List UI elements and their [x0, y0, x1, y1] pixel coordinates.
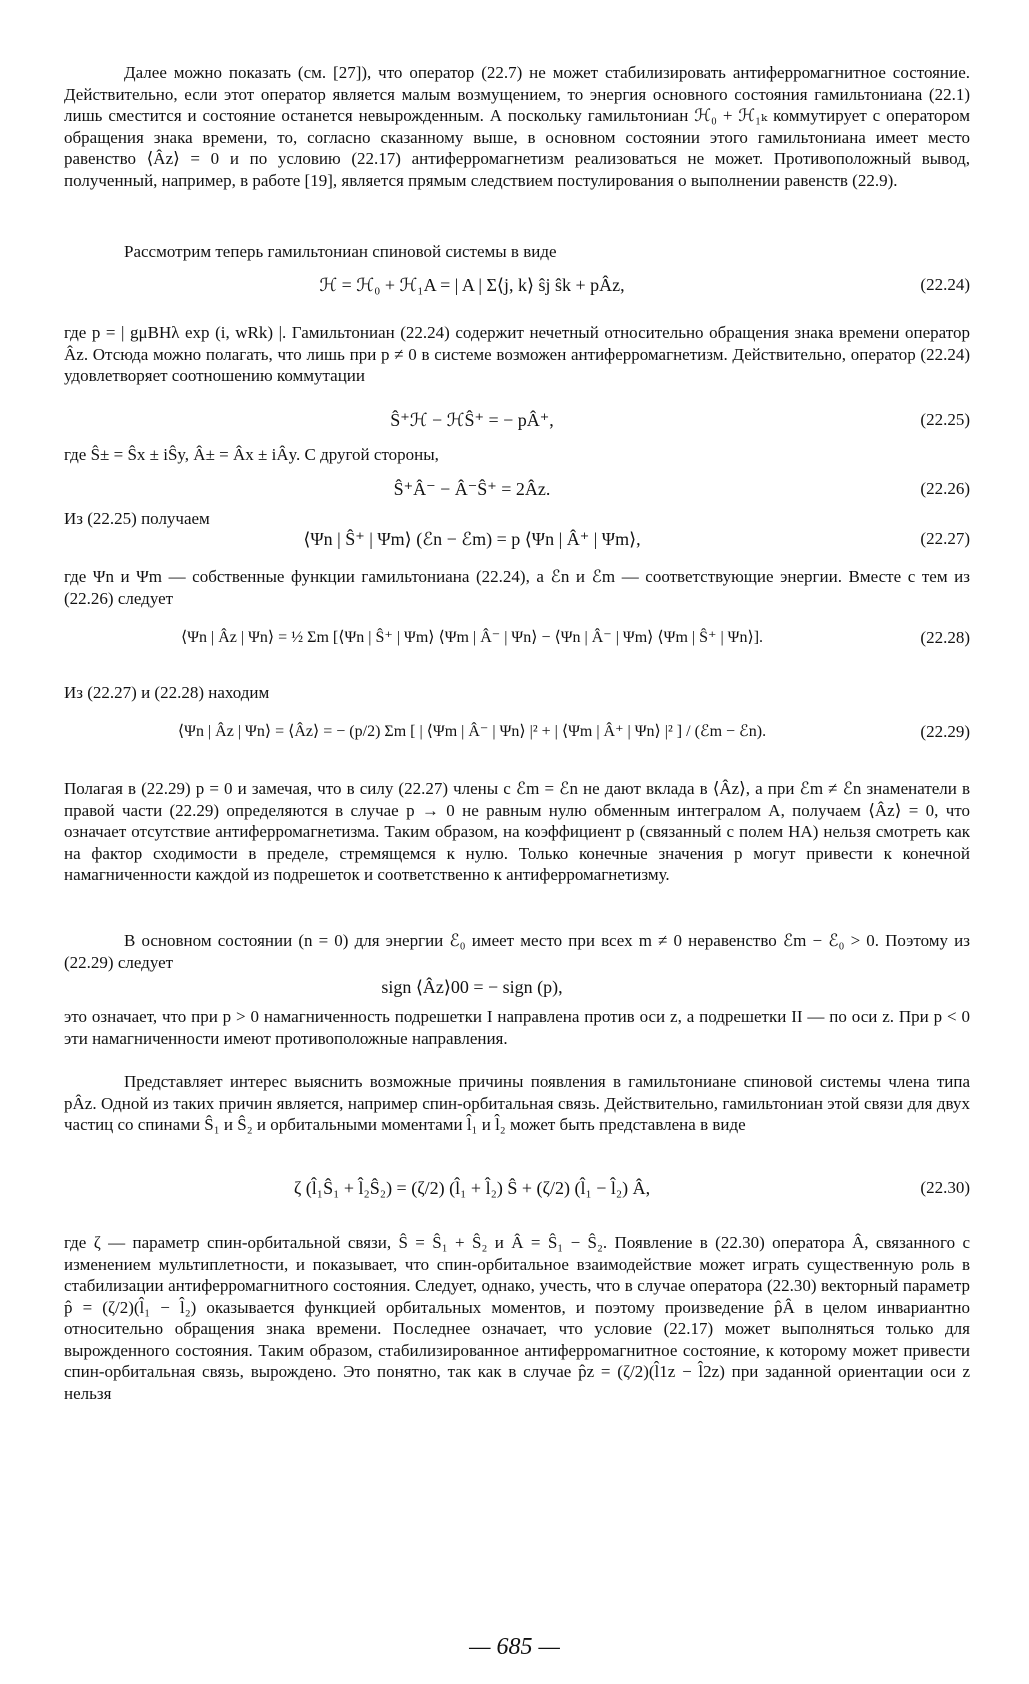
- equation-number: (22.25): [920, 410, 970, 429]
- paragraph-12: [64, 1232, 970, 1404]
- equation-22-24: [64, 270, 970, 300]
- equation-22-29: [64, 712, 970, 764]
- equation-number: (22.28): [920, 628, 970, 647]
- paragraph-4: [64, 444, 970, 466]
- paragraph-text: В основном состоянии (n = 0) для энергии ℰ₀ имеет место при всех m ≠ 0 неравенство ℰm − ℰ₀ > 0. Поэтому из (22.29) следует: [64, 931, 970, 972]
- paragraph-8: [64, 778, 970, 886]
- paragraph-text: Представляет интерес выяснить возможные причины появления в гамильтониане спиновой системы члена типа pÂz. Одной из таких причин является, например спин-орбитальная связь. Действительно, гамильтониан этой связи для двух частиц со спинами Ŝ₁ и Ŝ₂ и орбитальными моментами l̂₁ и l̂₂ может быть представлена в виде: [64, 1072, 970, 1134]
- paragraph-text: Рассмотрим теперь гамильтониан спиновой системы в виде: [124, 242, 557, 261]
- paragraph-6: [64, 566, 970, 609]
- page-number: — 685 —: [469, 1634, 560, 1660]
- equation-body: ⟨Ψn | Ŝ⁺ | Ψm⟩ (ℰn − ℰm) = p ⟨Ψn | Â⁺ | Ψm⟩,: [303, 529, 641, 549]
- equation-body: ⟨Ψn | Âz | Ψn⟩ = ½ Σm [⟨Ψn | Ŝ⁺ | Ψm⟩ ⟨Ψm | Â⁻ | Ψn⟩ − ⟨Ψn | Â⁻ | Ψm⟩ ⟨Ψm | Ŝ⁺ | Ψn⟩].: [180, 629, 764, 646]
- equation-sign: [64, 972, 970, 1002]
- equation-number: (22.30): [920, 1178, 970, 1197]
- paragraph-2: [64, 241, 970, 263]
- equation-body: ℋ = ℋ₀ + ℋ₁A = | A | Σ⟨j, k⟩ ŝj ŝk + pÂz,: [319, 275, 625, 295]
- equation-22-28: [64, 618, 970, 670]
- paragraph-3: [64, 322, 970, 387]
- paragraph-9: [64, 930, 970, 973]
- equation-number: (22.29): [920, 722, 970, 741]
- paragraph-text: где ζ — параметр спин-орбитальной связи, Ŝ = Ŝ₁ + Ŝ₂ и Â = Ŝ₁ − Ŝ₂. Появление в (22.30) оператора Â, связанного с изменением мультиплетности, и показывает, что спин-орбитальное взаимодействие может играть существенную роль в стабилизации антиферромагнитного состояния. Следует, однако, учесть, что в случае оператора (22.30) векторный параметр p̂ = (ζ/2)(l̂₁ − l̂₂) оказывается функцией орбитальных моментов, и поэтому произведение p̂Â в целом инвариантно относительно обращения знака времени. Последнее означает, что условие (22.17) может выполняться только для вырожденного состояния. Таким образом, стабилизированное антиферромагнитное состояние, к которому может привести спин-орбитальная связь, вырождено. Это понятно, так как в случае p̂z = (ζ/2)(l̂1z − l̂2z) при заданной ориентации оси z нельзя: [64, 1233, 970, 1403]
- paragraph-text: это означает, что при p > 0 намагниченность подрешетки I направлена против оси z, а подрешетки II — по оси z. При p < 0 эти намагниченности имеют противоположные направления.: [64, 1007, 970, 1048]
- paragraph-11: [64, 1071, 970, 1136]
- equation-22-30: [64, 1168, 970, 1220]
- paragraph-1: [64, 62, 970, 191]
- equation-number: (22.26): [920, 479, 970, 498]
- equation-body: ζ (l̂₁Ŝ₁ + l̂₂Ŝ₂) = (ζ/2) (l̂₁ + l̂₂) Ŝ + (ζ/2) (l̂₁ − l̂₂) Â,: [293, 1178, 651, 1198]
- equation-body: Ŝ⁺Â⁻ − Â⁻Ŝ⁺ = 2Âz.: [393, 479, 551, 499]
- equation-number: (22.27): [920, 529, 970, 548]
- equation-body: Ŝ⁺ℋ − ℋŜ⁺ = − pÂ⁺,: [390, 410, 554, 430]
- equation-body: sign ⟨Âz⟩00 = − sign (p),: [381, 977, 563, 997]
- equation-22-26: [64, 474, 970, 504]
- paragraph-text: Полагая в (22.29) p = 0 и замечая, что в силу (22.27) члены с ℰm = ℰn не дают вклада в ⟨Âz⟩, а при ℰm ≠ ℰn знаменатели в правой части (22.29) определяются в случае p → 0 не равным нулю обменным интегралом A, получаем ⟨Âz⟩ = 0, что означает отсутствие антиферромагнетизма. Таким образом, на коэффициент p (связанный с полем HA) нельзя смотреть как на фактор сходимости в пределе, стремящемся к нулю. Только конечные значения p могут привести к конечной намагниченности каждой из подрешеток и соответственно к антиферромагнетизму.: [64, 779, 970, 884]
- paragraph-text: Из (22.27) и (22.28) находим: [64, 683, 270, 702]
- paragraph-text: Из (22.25) получаем: [64, 509, 210, 528]
- equation-22-27: [64, 524, 970, 554]
- paragraph-7: [64, 682, 970, 704]
- paragraph-10: [64, 1006, 970, 1049]
- paragraph-text: где Ψn и Ψm — собственные функции гамильтониана (22.24), а ℰn и ℰm — соответствующие энергии. Вместе с тем из (22.26) следует: [64, 567, 970, 608]
- equation-number: (22.24): [920, 275, 970, 294]
- paragraph-text: Далее можно показать (см. [27]), что оператор (22.7) не может стабилизировать антиферромагнитное состояние. Действительно, если этот оператор является малым возмущением, то энергия основного состояния гамильтониана (22.1) лишь сместится и состояние останется невырожденным. А поскольку гамильтониан ℋ₀ + ℋ₁ₖ коммутирует с оператором обращения знака времени, то, согласно сказанному выше, в основном состоянии этого гамильтониана имеет место равенство ⟨Âz⟩ = 0 и по условию (22.17) антиферромагнетизм реализоваться не может. Противоположный вывод, полученный, например, в работе [19], является прямым следствием постулирования о выполнении равенств (22.9).: [64, 63, 970, 190]
- paragraph-text: где Ŝ± = Ŝx ± iŜy, Â± = Âx ± iÂy. С другой стороны,: [64, 445, 439, 464]
- equation-body: ⟨Ψn | Âz | Ψn⟩ = ⟨Âz⟩ = − (p/2) Σm [ | ⟨Ψm | Â⁻ | Ψn⟩ |² + | ⟨Ψm | Â⁺ | Ψn⟩ |² ] / (ℰm − ℰn).: [177, 723, 767, 740]
- paragraph-text: где p = | gμBHλ exp (i, wRk) |. Гамильтониан (22.24) содержит нечетный относительно обращения знака времени оператор Âz. Отсюда можно полагать, что лишь при p ≠ 0 в системе возможен антиферромагнетизм. Действительно, оператор (22.24) удовлетворяет соотношению коммутации: [64, 323, 970, 385]
- equation-22-25: [64, 405, 970, 435]
